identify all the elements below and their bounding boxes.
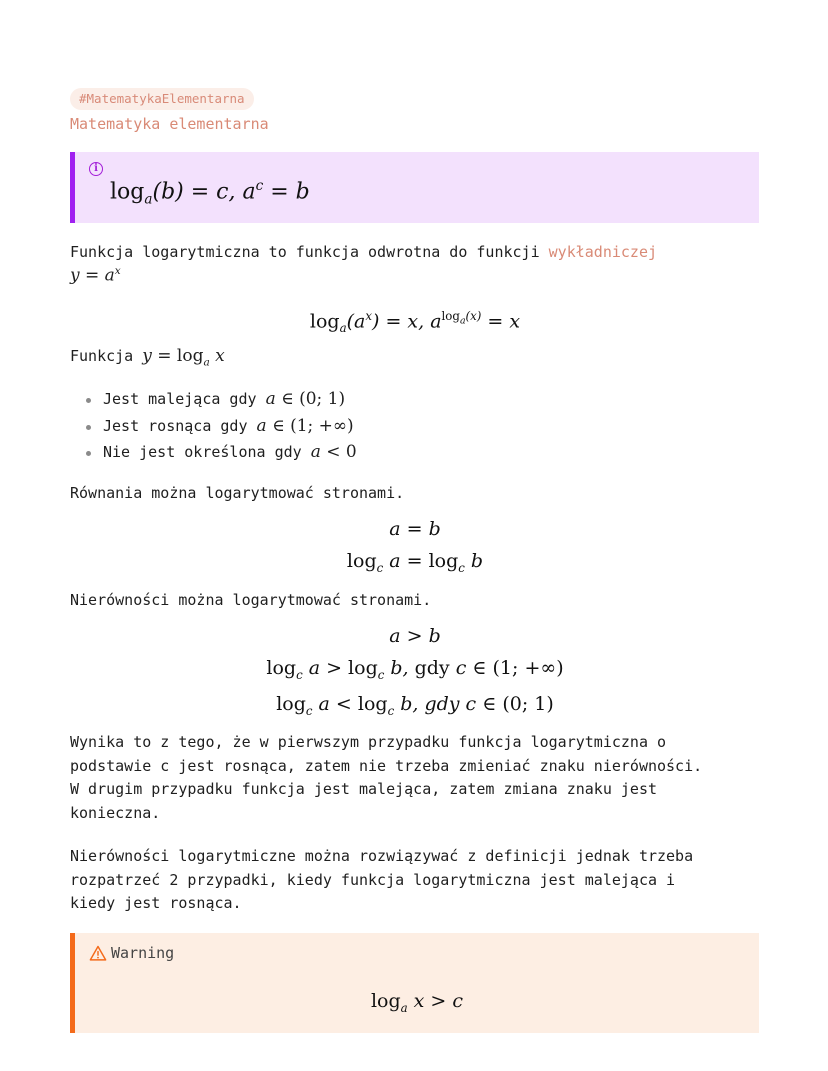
intro-text: Funkcja logarytmiczna to funkcja odwrotna do funkcji	[70, 243, 549, 261]
equation-1: a = b	[389, 518, 441, 540]
warning-callout-title	[89, 942, 174, 964]
list-item-formula: a ∈ (0; 1)	[265, 389, 346, 409]
warning-callout-formula: $\log_a x > c$	[370, 990, 464, 1015]
warning-callout	[70, 933, 759, 1033]
paragraph-explanation: Wynika to z tego, że w pierwszym przypadku funkcja logarytmiczna o podstawie c jest rosnąca, zatem nie trzeba zmieniać znaku nierówności. W drugim przypadku funkcja jest malejąca, zatem zmiana znaku jest konieczna.	[70, 733, 703, 822]
list-item-formula: a < 0	[310, 442, 357, 462]
function-line-text: Funkcja	[70, 347, 143, 365]
warning-title-text: Warning	[111, 944, 175, 962]
list-item-formula: a ∈ (1; +∞)	[256, 415, 354, 436]
intro-formula: $y = a^x$	[70, 265, 121, 286]
exponential-link[interactable]: wykładniczej	[548, 243, 658, 261]
list-item	[70, 413, 357, 440]
list-item	[70, 386, 357, 413]
list-item-text: Jest rosnąca gdy	[103, 416, 257, 435]
info-callout	[70, 152, 759, 223]
equations-text: Równania można logarytmować stronami.	[70, 484, 405, 502]
list-item-text: Jest malejąca gdy	[103, 390, 266, 408]
intro-paragraph	[70, 241, 760, 265]
function-line	[70, 345, 760, 375]
tag-chip[interactable]: #MatematykaElementarna	[70, 88, 254, 110]
inverse-formula: $\log_a(a^x) = x$, $a^{log_a(x)} = x$	[309, 309, 521, 336]
warning-triangle-icon	[89, 945, 107, 961]
inequalities-text: Nierówności można logarytmować stronami.	[70, 591, 432, 609]
equation-2: $\log_c a = \log_c b$	[346, 550, 484, 575]
inequality-1: a > b	[389, 625, 441, 647]
tagline-link[interactable]: Matematyka elementarna	[70, 115, 269, 133]
list-item-text: Nie jest określona gdy	[103, 443, 311, 461]
inequality-3: $\log_c a < \log_c b$, gdy c ∈ (0; 1)	[276, 693, 554, 718]
properties-list	[70, 386, 357, 466]
inequality-2: $\log_c a > \log_c b$, gdy c ∈ (1; +∞)	[266, 657, 564, 682]
info-circle-icon: i	[89, 162, 103, 176]
info-callout-formula: $\log_a(b) = c$, $a^c = b$	[110, 178, 310, 208]
paragraph-solving: Nierówności logarytmiczne można rozwiązywać z definicji jednak trzeba rozpatrzeć 2 przypadki, kiedy funkcja logarytmiczna jest malejąca i kiedy jest rosnąca.	[70, 847, 694, 912]
list-item	[70, 439, 357, 466]
function-line-formula: $y = \log_a x$	[142, 346, 225, 369]
